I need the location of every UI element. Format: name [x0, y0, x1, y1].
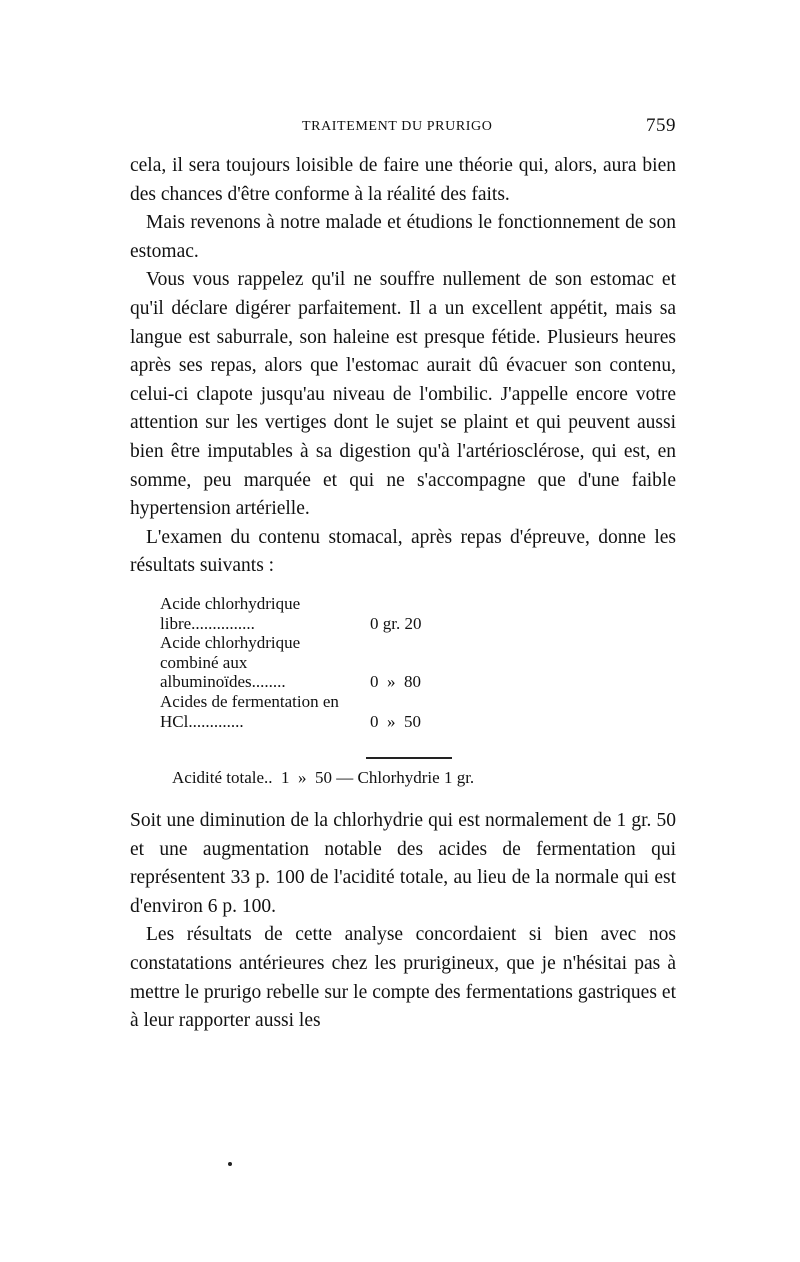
analysis-label: Acides de fermentation en HCl............. — [160, 691, 339, 731]
running-title: TRAITEMENT DU PRURIGO — [302, 119, 493, 134]
paragraph: Vous vous rappelez qu'il ne souffre nullement de son estomac et qu'il déclare digérer parfaitement. Il a un excellent appétit, mais sa langue est saburrale, son haleine est presque fétide. Plusieurs heures après ses repas, alors que l'estomac aurait dû évacuer son contenu, celui-ci clapote jusqu'au niveau de l'ombilic. J'appelle encore votre attention sur les vertiges dont le sujet se plaint et qui peuvent aussi bien être imputables à sa digestion qu'à l'artériosclérose, qui est, en somme, peu marquée et qui ne s'accompagne que d'une faible hypertension artérielle. — [130, 269, 676, 520]
paragraph: Mais revenons à notre malade et étudions le fonctionnement de son estomac. — [130, 212, 676, 262]
paragraph: Les résultats de cette analyse concordaient si bien avec nos constatations antérieures chez les prurigineux, que je n'hésitai pas à mettre le prurigo rebelle sur le compte des fermentations gastriques et à leur rapporter aussi les — [130, 924, 676, 1032]
analysis-value: 0 » 50 — [370, 711, 421, 731]
ink-speck — [228, 1162, 232, 1166]
analysis-row — [160, 692, 450, 731]
body-text-bottom — [130, 807, 676, 1036]
analysis-total: Acidité totale.. 1 » 50 — Chlorhydrie 1 gr. — [172, 768, 475, 787]
analysis-label: Acide chlorhydrique combiné aux albuminoïdes........ — [160, 633, 301, 692]
body-text-top — [130, 152, 676, 581]
analysis-row — [160, 633, 450, 692]
page-number: 759 — [646, 115, 676, 136]
sum-rule — [366, 757, 452, 759]
analysis-row — [160, 594, 450, 633]
paragraph: L'examen du contenu stomacal, après repas d'épreuve, donne les résultats suivants : — [130, 526, 676, 577]
paragraph: Soit une diminution de la chlorhydrie qui est normalement de 1 gr. 50 et une augmentation notable des acides de fermentation qui représentent 33 p. 100 de l'acidité totale, au lieu de la normale qui est d'environ 6 p. 100. — [130, 810, 676, 917]
analysis-table — [160, 594, 450, 731]
page-header — [130, 115, 676, 141]
analysis-label: Acide chlorhydrique libre............... — [160, 594, 301, 633]
paragraph: cela, il sera toujours loisible de faire une théorie qui, alors, aura bien des chances d'être conforme à la réalité des faits. — [130, 155, 676, 205]
analysis-value: 0 gr. 20 — [370, 614, 422, 633]
analysis-value: 0 » 80 — [370, 672, 421, 692]
